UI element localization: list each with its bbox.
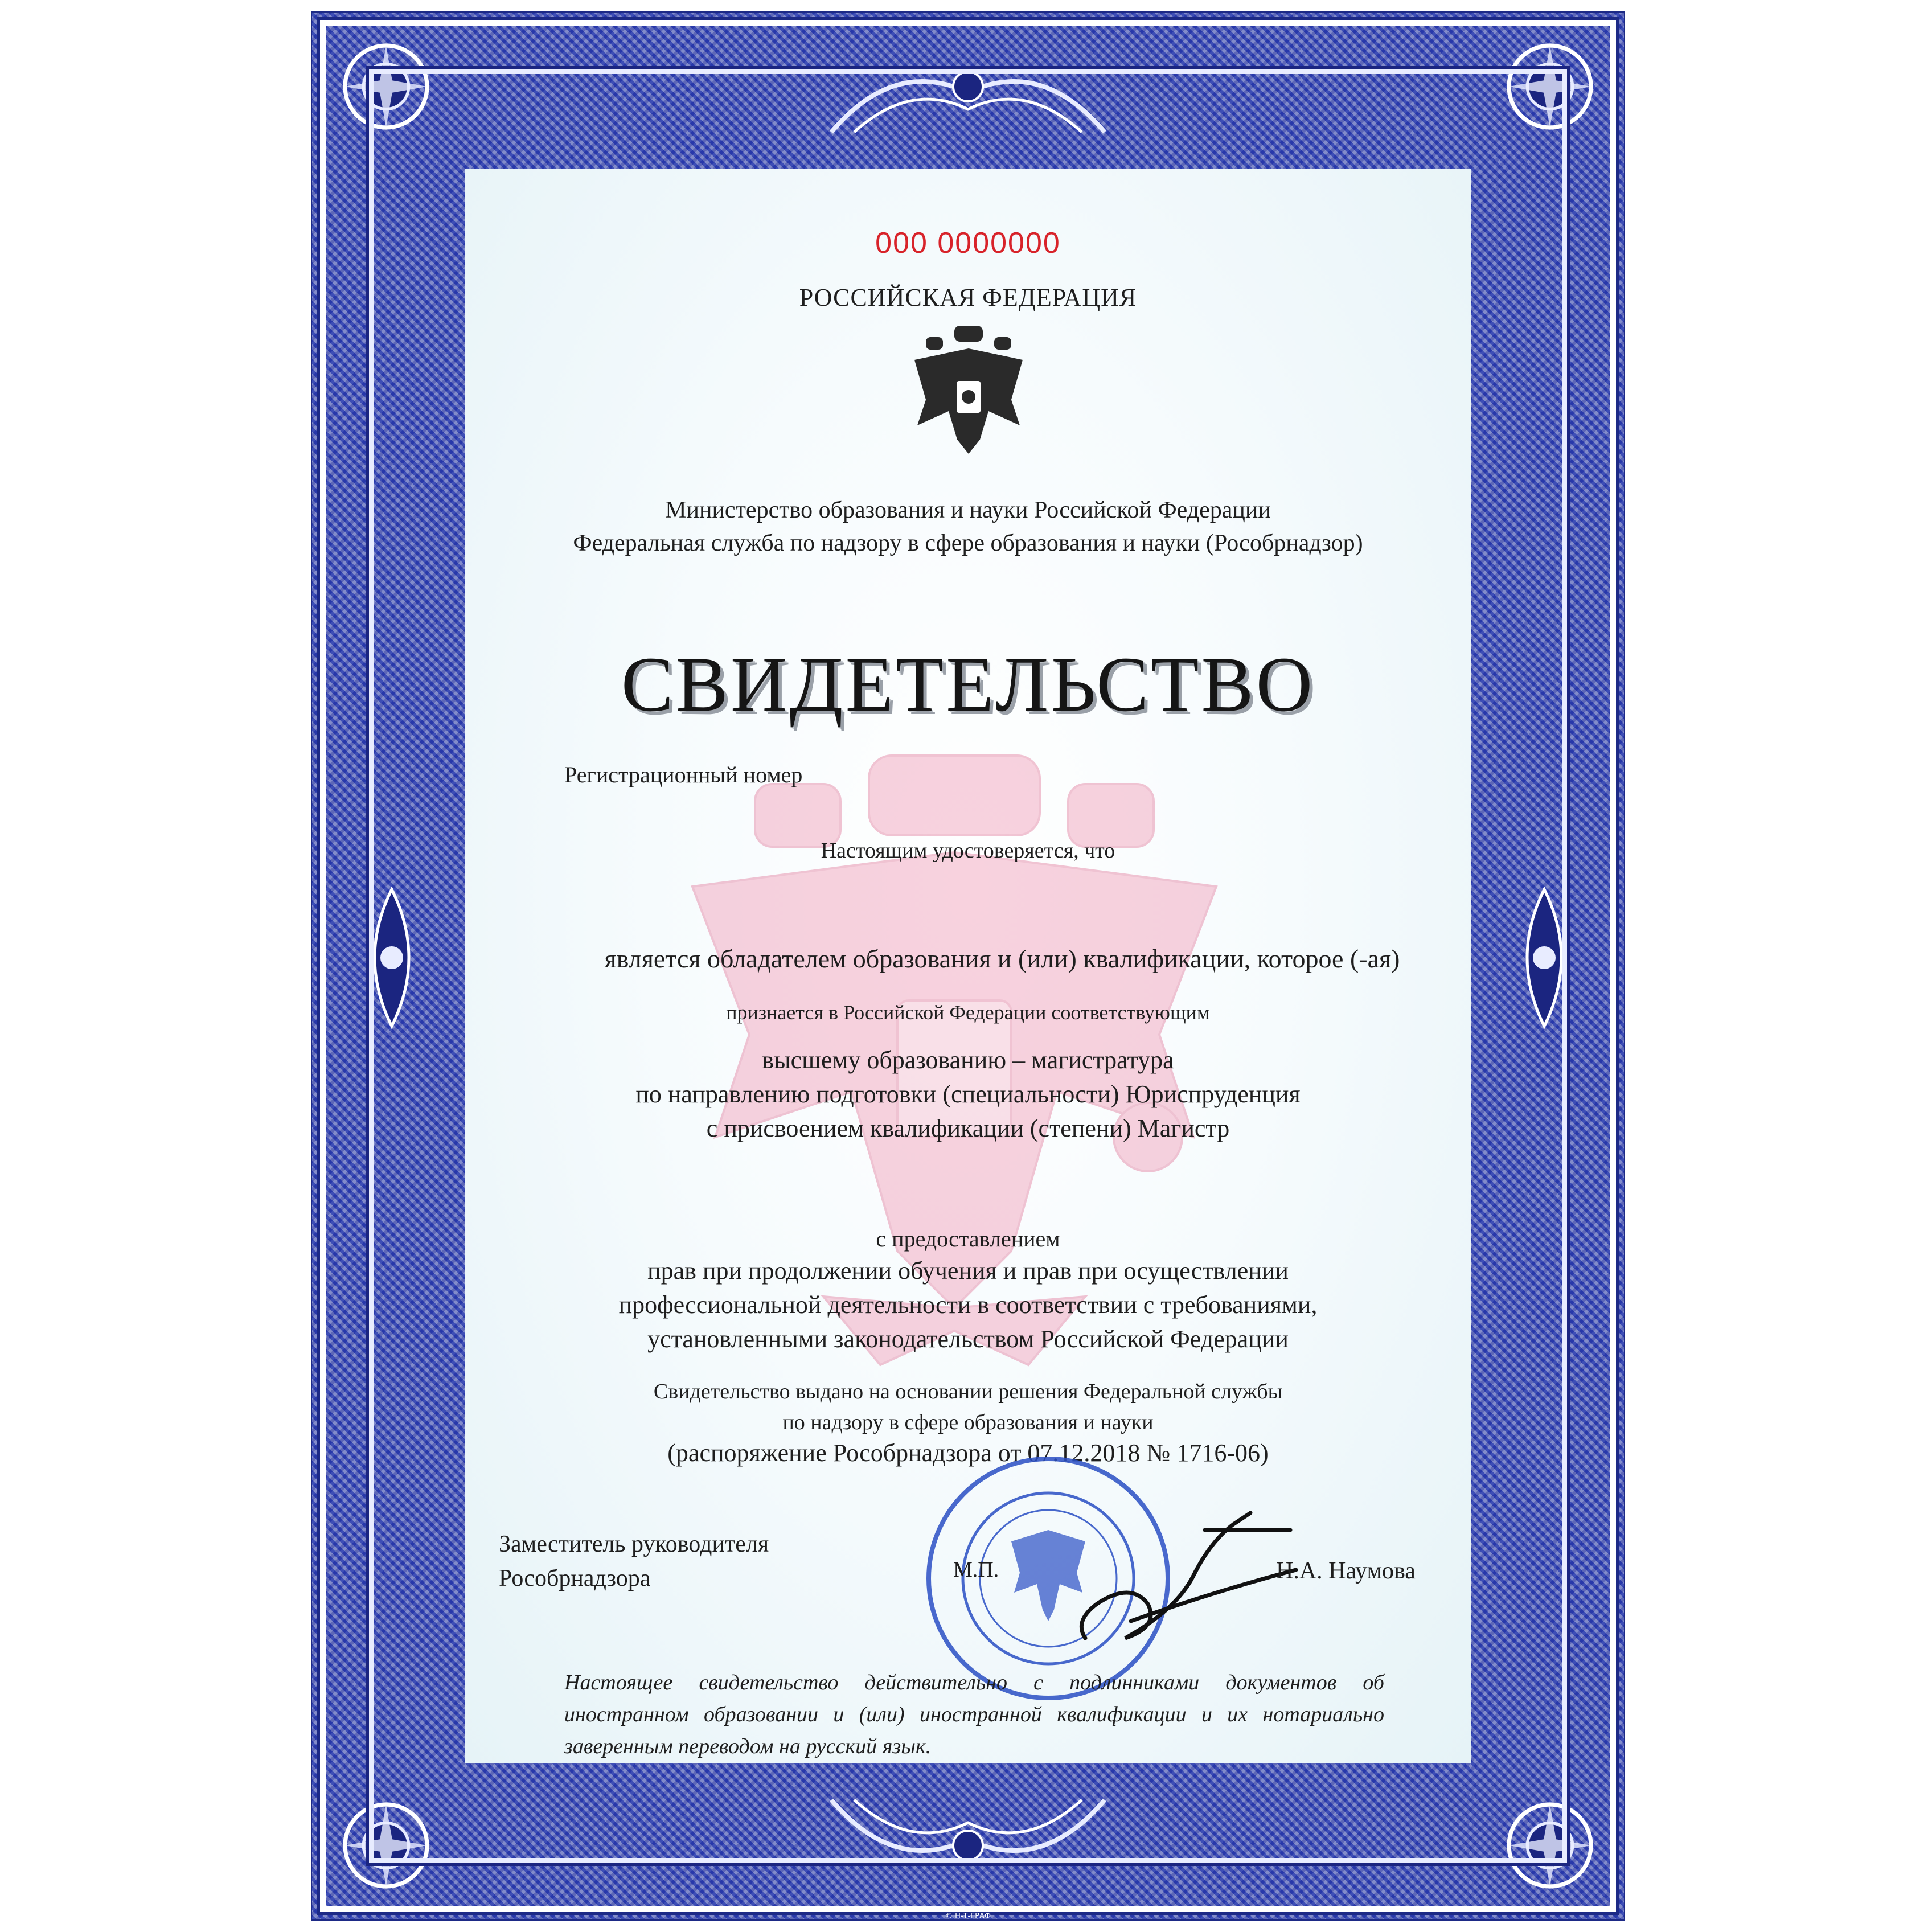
basis-line: по надзору в сфере образования и науки xyxy=(782,1410,1154,1434)
education-level-block xyxy=(465,1043,1471,1146)
certificate-sheet xyxy=(312,13,1624,1919)
with-rights-label: с предоставлением xyxy=(876,1226,1060,1252)
signer-position-line: Рособрнадзора xyxy=(499,1565,651,1591)
order-reference: (распоряжение Рособрнадзора от 07.12.2018 № 1716-06) xyxy=(667,1439,1269,1467)
rights-line: установленными законодательством Российской Федерации xyxy=(647,1325,1289,1353)
document-title: СВИДЕТЕЛЬСТВО xyxy=(621,641,1315,728)
country-heading: РОССИЙСКАЯ ФЕДЕРАЦИЯ xyxy=(799,284,1137,311)
seal-place-label: М.П. xyxy=(953,1558,999,1582)
rights-line: прав при продолжении обучения и прав при осуществлении xyxy=(647,1257,1289,1285)
qualification: с присвоением квалификации (степени) Магистр xyxy=(706,1114,1230,1142)
registration-number-label: Регистрационный номер xyxy=(564,762,803,787)
ministry-name: Министерство образования и науки Российской Федерации xyxy=(665,497,1271,523)
rights-block xyxy=(465,1254,1471,1356)
signer-position-line: Заместитель руководителя xyxy=(499,1531,769,1557)
signer-name: Н.А. Наумова xyxy=(1276,1558,1416,1584)
certificate-body xyxy=(465,169,1471,1763)
validity-footnote: Настоящее свидетельство действительно с подлинниками документов об иностранном образовании и (или) иностранной квалификации и их нотариально заверенным переводом на русский язык. xyxy=(564,1671,1384,1758)
certify-text: Настоящим удостоверяется, что xyxy=(821,839,1115,863)
signer-position xyxy=(499,1527,769,1595)
ministry-block xyxy=(465,494,1471,560)
coat-of-arms-icon xyxy=(909,326,1028,457)
recognized-text: признается в Российской Федерации соответствующим xyxy=(726,1001,1210,1024)
education-level: высшему образованию – магистратура xyxy=(762,1046,1174,1074)
basis-line: Свидетельство выдано на основании решения Федеральной службы xyxy=(653,1380,1283,1404)
rights-line: профессиональной деятельности в соответствии с требованиями, xyxy=(618,1291,1318,1319)
service-name: Федеральная служба по надзору в сфере образования и науки (Рособрнадзор) xyxy=(573,530,1363,556)
serial-number: 000 0000000 xyxy=(875,227,1061,260)
field-of-study: по направлению подготовки (специальности) Юриспруденция xyxy=(635,1080,1301,1108)
holder-text: является обладателем образования и (или) квалификации, которое (-ая) xyxy=(604,944,1400,973)
handwritten-signature-icon xyxy=(1063,1507,1302,1650)
printer-mark: © Н-Т-ГРАФ xyxy=(945,1912,991,1921)
